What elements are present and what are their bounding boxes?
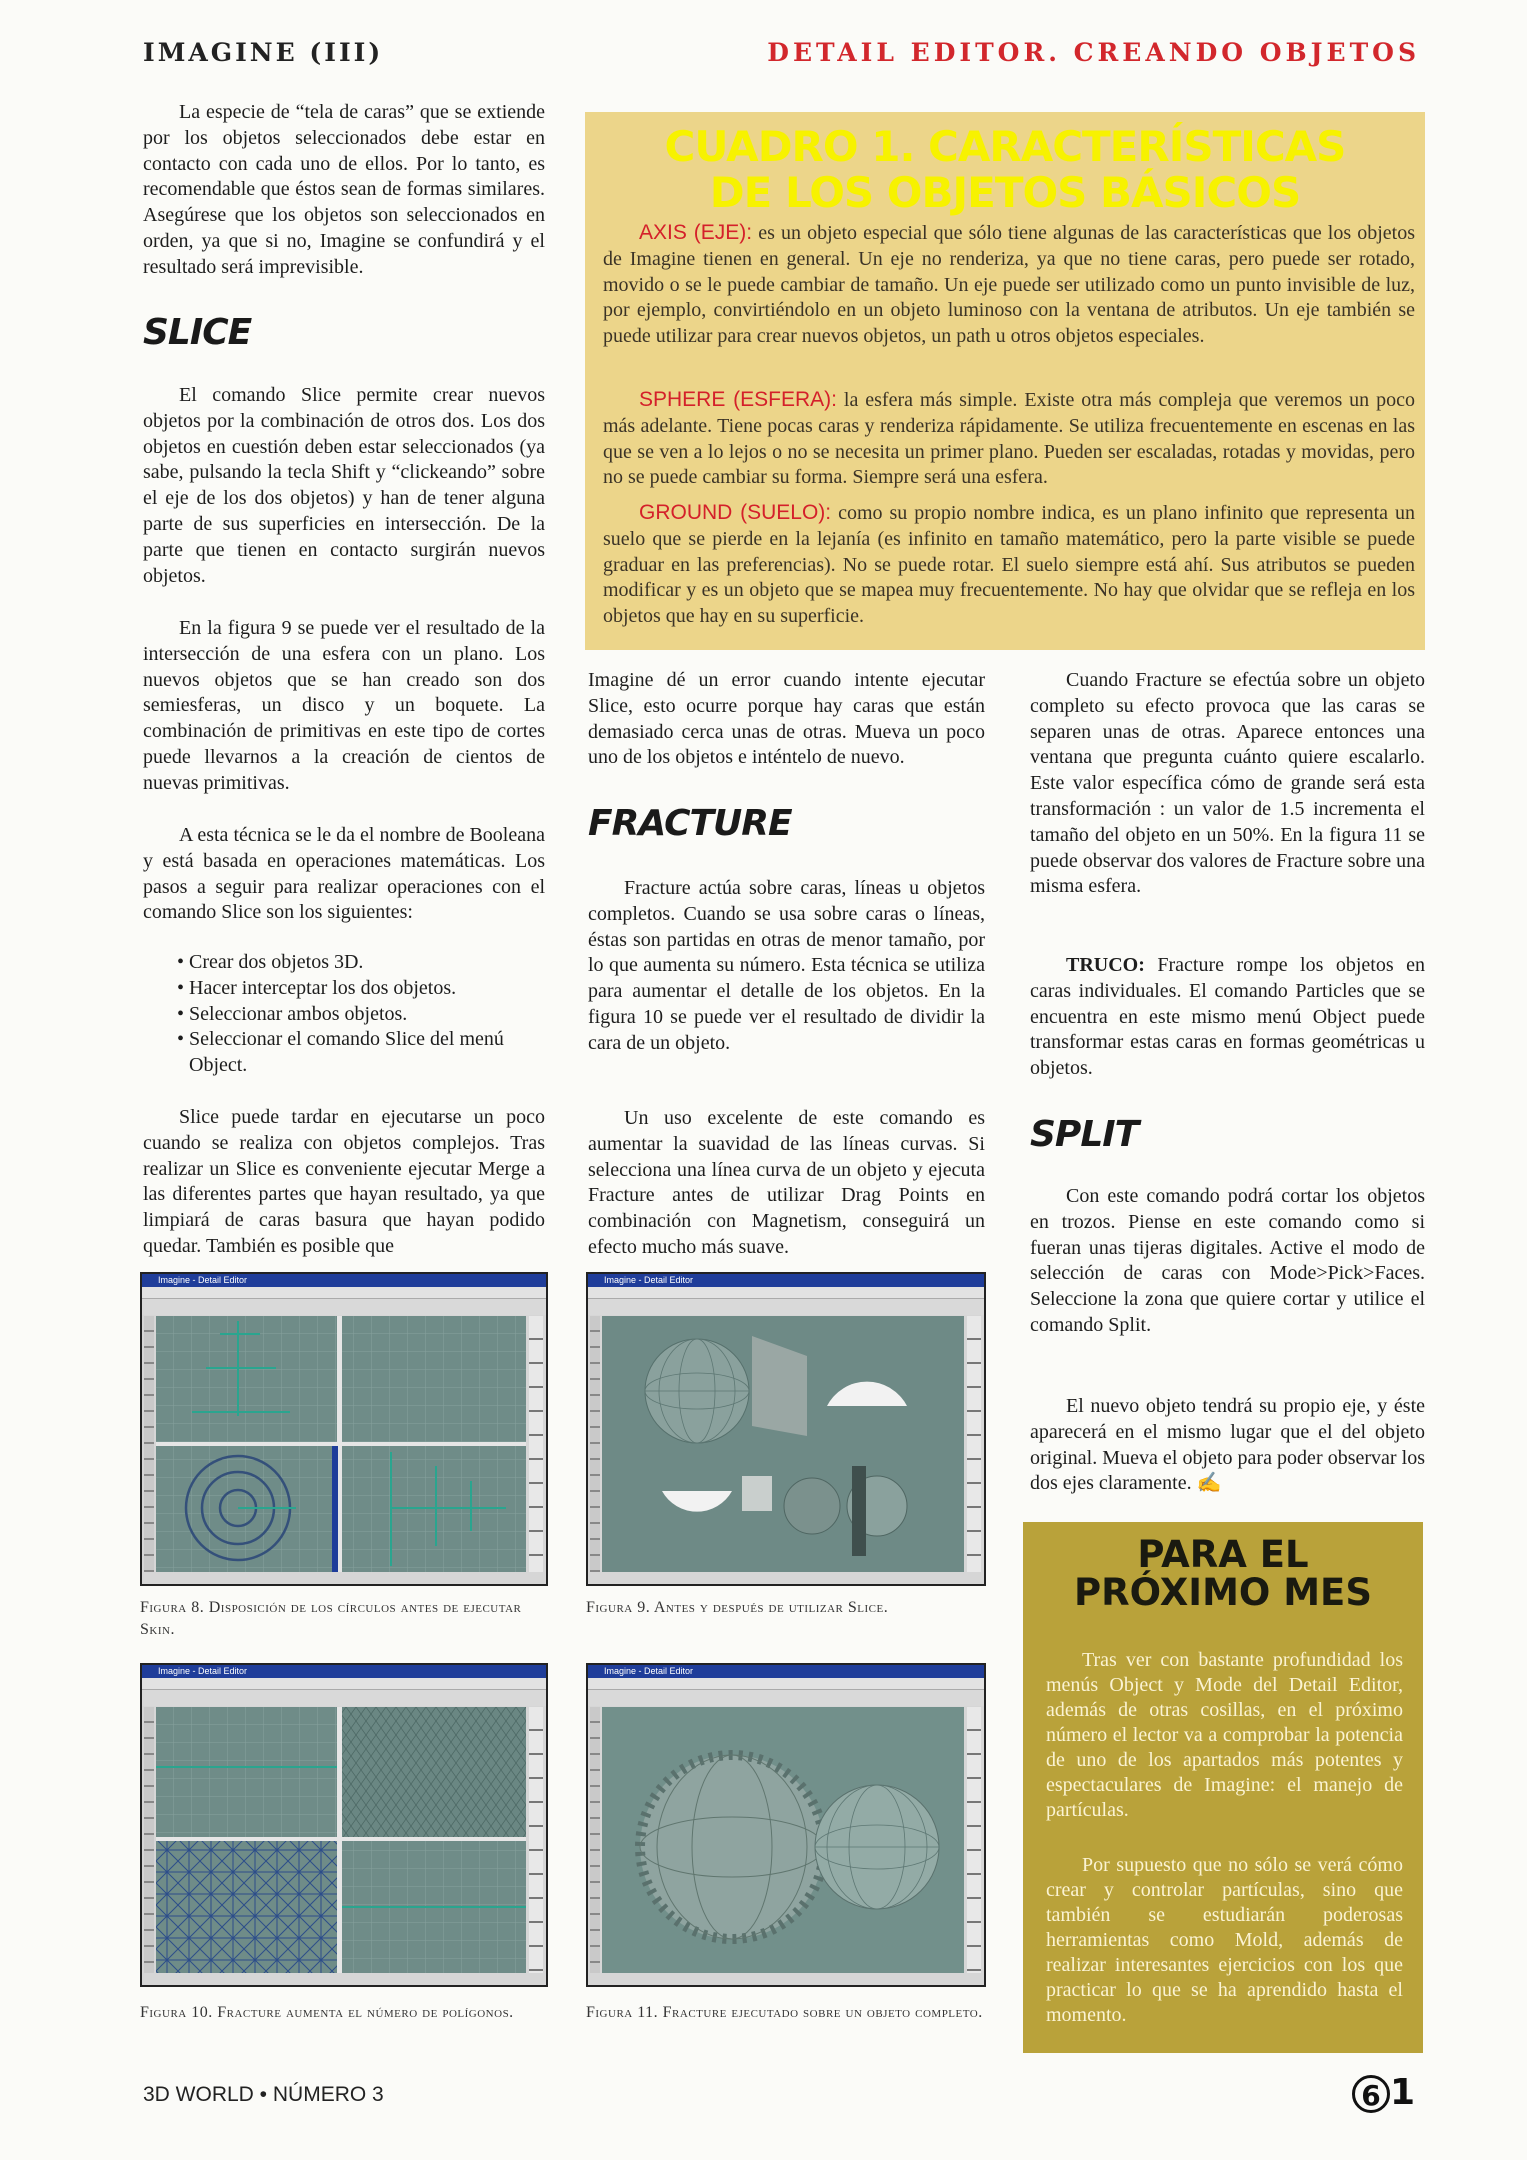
end-mark-icon: ✍ xyxy=(1196,1472,1222,1495)
sidebar-box-basic-objects xyxy=(585,112,1425,650)
sidebar-box-next-month xyxy=(1023,1522,1423,2053)
page-number-circled-digit: 6 xyxy=(1352,2075,1390,2113)
menu-bar xyxy=(588,1678,984,1690)
paragraph: Tras ver con bastante profundidad los menús Object y Mode del Detail Editor, además de otras cosillas, en el próximo número el lector va a comprobar la potencia de uno de los apartados más potentes y espectaculares de Imagine: el manejo de partículas. xyxy=(1046,1649,1403,1821)
list-item: • Seleccionar ambos objetos. xyxy=(177,1002,545,1028)
figure-10-screenshot xyxy=(140,1663,548,1987)
menu-bar xyxy=(588,1287,984,1299)
definition-sphere xyxy=(603,387,1415,491)
paragraph: Con este comando podrá cortar los objetos en trozos. Piense en este comando como si fueran unas tijeras digitales. Active el modo de selección de caras con Mode>Pick>Faces. Seleccione la zona que quiere cortar y utilice el comando Split. xyxy=(1030,1185,1425,1336)
toolbar xyxy=(588,1299,984,1315)
window-title: Imagine - Detail Editor xyxy=(588,1665,984,1678)
tool-strip xyxy=(529,1316,543,1572)
paragraph: Fracture actúa sobre caras, líneas u objetos completos. Cuando se usa sobre caras o líneas, éstas son partidas en otras de menor tamaño, por lo que aumenta su número. Esta técnica se utiliza para aumentar el detalle de los objetos. En la figura 10 se puede ver el resultado de dividir la cara de un objeto. xyxy=(588,877,985,1054)
tool-strip xyxy=(144,1316,154,1572)
figure-9-caption: Figura 9. Antes y después de utilizar Slice. xyxy=(586,1599,889,1616)
paragraph: Por supuesto que no sólo se verá cómo crear y controlar partículas, sino que también se estudiarán poderosas herramientas como Mold, además de realizar interesantes ejercicios con los que practicar lo que se ha aprendido hasta el momento. xyxy=(1046,1854,1403,2026)
list-item: • Hacer interceptar los dos objetos. xyxy=(177,976,545,1002)
viewport-render xyxy=(602,1316,964,1572)
tool-strip xyxy=(590,1707,600,1973)
viewport-quad-view xyxy=(156,1707,526,1973)
definition-text: es un objeto especial que sólo tiene algunas de las características que los objetos de Imagine tienen en general. Un eje no renderiza, ya que no tiene caras, pero puede ser rotado, movido o se le puede cambiar de tamaño. Un eje puede ser utilizado como un punto invisible de luz, por ejemplo, convirtiéndolo en un objeto luminoso con la ventana de atributos. Un eje también se puede utilizar para crear nuevos objetos, un path u otros objetos especiales. xyxy=(603,222,1415,348)
figure-8-screenshot xyxy=(140,1272,548,1586)
page-number xyxy=(1352,2072,1415,2113)
window-title: Imagine - Detail Editor xyxy=(588,1274,984,1287)
paragraph xyxy=(1030,1394,1425,1497)
tip-label: TRUCO: xyxy=(1066,954,1145,976)
box-title-line: PARA EL xyxy=(1137,1533,1309,1576)
paragraph: En la figura 9 se puede ver el resultado de la intersección de una esfera con un plano. Los nuevos objetos que se han creado son dos semiesferas, un disco y un boquete. La combinación de primitivas en este tipo de cortes puede llevarnos a la creación de cientos de nuevas primitivas. xyxy=(143,617,545,794)
toolbar xyxy=(588,1690,984,1706)
section-heading-fracture: FRACTURE xyxy=(588,803,792,844)
definition-axis xyxy=(603,220,1415,350)
paragraph: Slice puede tardar en ejecutarse un poco cuando se realiza con objetos complejos. Tras realizar un Slice es conveniente ejecutar Merge a las diferentes partes que hayan resultado, ya que limpiará de caras basura que hayan podido quedar. También es posible que xyxy=(143,1106,545,1257)
section-heading-split: SPLIT xyxy=(1030,1114,1139,1155)
list-item: • Crear dos objetos 3D. xyxy=(177,950,545,976)
figure-9-screenshot xyxy=(586,1272,986,1586)
footer-magazine-issue: 3D WORLD • NÚMERO 3 xyxy=(143,2083,384,2106)
paragraph: El comando Slice permite crear nuevos objetos por la combinación de otros dos. Los dos objetos en cuestión deben estar seleccionados (ya sabe, pulsando la tecla Shift y “clickeando” sobre el eje de los dos objetos) y han de tener alguna parte de sus superficies en intersección. De la parte que tienen en contacto surgirán nuevos objetos. xyxy=(143,384,545,587)
list-item: • Seleccionar el comando Slice del menú Object. xyxy=(177,1027,545,1079)
paragraph: La especie de “tela de caras” que se extiende por los objetos seleccionados debe estar en contacto con cada uno de ellos. Por lo tanto, es recomendable que éstos sean de formas similares. Asegúrese que los objetos son seleccionados en orden, ya que si no, Imagine se confundirá y el resultado será imprevisible. xyxy=(143,101,545,278)
box-title-line: PRÓXIMO MES xyxy=(1074,1571,1372,1614)
toolbar xyxy=(142,1690,546,1706)
running-head-right: DETAIL EDITOR. CREANDO OBJETOS xyxy=(767,38,1420,67)
paragraph: Imagine dé un error cuando intente ejecutar Slice, esto ocurre porque hay caras que están demasiado cerca unas de otras. Mueva un poco uno de los objetos e inténtelo de nuevo. xyxy=(588,669,985,769)
section-heading-slice: SLICE xyxy=(143,312,252,353)
menu-bar xyxy=(142,1678,546,1690)
tool-strip xyxy=(967,1316,981,1572)
paragraph: Un uso excelente de este comando es aumentar la suavidad de las líneas curvas. Si selecciona una línea curva de un objeto y ejecuta Fracture antes de utilizar Drag Points en combinación con Magnetism, conseguirá un efecto mucho más suave. xyxy=(588,1107,985,1258)
term-label: AXIS (EJE): xyxy=(639,221,753,244)
definition-text: la esfera más simple. Existe otra más compleja que veremos un poco más adelante. Tiene pocas caras y renderiza rápidamente. Se utiliza frecuentemente en escenas en las que se ven a lo lejos o no se necesita un primer plano. Pueden ser escaladas, rotadas y movidas, pero no se puede cambiar su forma. Siempre será una esfera. xyxy=(603,389,1415,489)
paragraph: A esta técnica se le da el nombre de Booleana y está basada en operaciones matemáticas. Los pasos a seguir para realizar operaciones con el comando Slice son los siguientes: xyxy=(143,824,545,924)
page-number-digit: 1 xyxy=(1390,2072,1416,2113)
figure-11-screenshot xyxy=(586,1663,986,1987)
tool-strip xyxy=(529,1707,543,1973)
tool-strip xyxy=(967,1707,981,1973)
box-title xyxy=(585,124,1425,216)
box-title-line: DE LOS OBJETOS BÁSICOS xyxy=(709,168,1301,217)
running-head-left: IMAGINE (III) xyxy=(143,38,384,67)
window-title: Imagine - Detail Editor xyxy=(142,1274,546,1287)
box-title-line: CUADRO 1. CARACTERÍSTICAS xyxy=(664,122,1346,171)
toolbar xyxy=(142,1299,546,1315)
tip-paragraph xyxy=(1030,953,1425,1082)
definition-text: como su propio nombre indica, es un plano infinito que representa un suelo que se pierde en la lejanía (es infinito en tamaño matemático, pero la parte visible se puede graduar en las preferencias). No se puede rotar. El suelo siempre está ahí. Sus atributos se pueden modificar y es un objeto que se mapea muy frecuentemente. No hay que olvidar que se refleja en los objetos que hay en su superficie. xyxy=(603,502,1415,628)
steps-list xyxy=(143,950,545,1079)
menu-bar xyxy=(142,1287,546,1299)
figure-10-caption: Figura 10. Fracture aumenta el número de polígonos. xyxy=(140,2004,514,2021)
box-title xyxy=(1023,1533,1423,1614)
viewport-quad-view xyxy=(156,1316,526,1572)
tip-text: Fracture rompe los objetos en caras individuales. El comando Particles que se encuentra en este mismo menú Object puede transformar estas caras en formas geométricas u objetos. xyxy=(1030,954,1425,1080)
term-label: SPHERE (ESFERA): xyxy=(639,388,837,411)
paragraph-text: El nuevo objeto tendrá su propio eje, y éste aparecerá en el mismo lugar que el del objeto original. Mueva el objeto para poder observar los dos ejes claramente. xyxy=(1030,1395,1425,1495)
term-label: GROUND (SUELO): xyxy=(639,501,832,524)
figure-8-caption: Figura 8. Disposición de los círculos antes de ejecutar Skin. xyxy=(140,1599,522,1638)
paragraph: Cuando Fracture se efectúa sobre un objeto completo su efecto provoca que las caras se separen unas de otras. Aparece entonces una ventana que pregunta cuánto quiere escalarlo. Este valor específica cómo de grande será esta transformación : un valor de 1.5 incrementa el tamaño del objeto en un 50%. En la figura 11 se puede observar dos valores de Fracture sobre una misma esfera. xyxy=(1030,669,1425,898)
window-title: Imagine - Detail Editor xyxy=(142,1665,546,1678)
viewport-render xyxy=(602,1707,964,1973)
definition-ground xyxy=(603,500,1415,630)
tool-strip xyxy=(590,1316,600,1572)
tool-strip xyxy=(144,1707,154,1973)
figure-11-caption: Figura 11. Fracture ejecutado sobre un objeto completo. xyxy=(586,2004,983,2021)
